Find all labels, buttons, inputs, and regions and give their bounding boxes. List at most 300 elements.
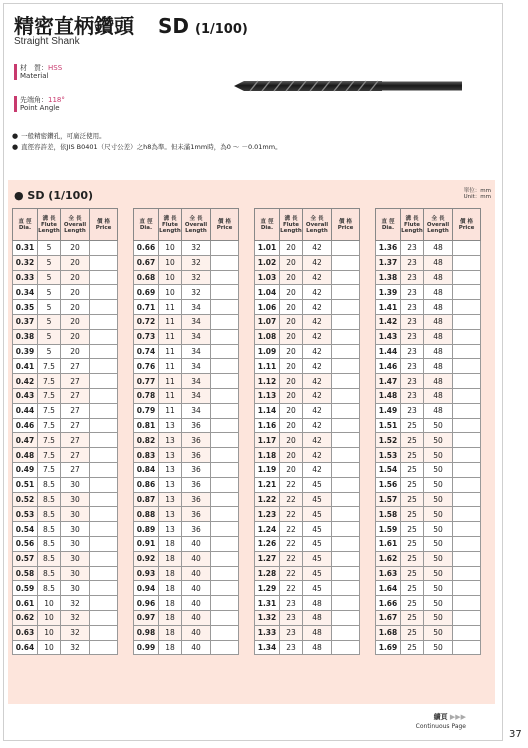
table-row	[134, 536, 239, 551]
table-row	[255, 344, 360, 359]
cell-price	[211, 433, 239, 448]
cell-price	[211, 448, 239, 463]
cell-dia: 1.28	[255, 566, 280, 581]
table-row	[255, 536, 360, 551]
cell-overall: 20	[61, 300, 90, 315]
table-row	[134, 610, 239, 625]
cell-price	[90, 640, 118, 655]
cell-overall: 42	[303, 255, 332, 270]
cell-dia: 0.56	[13, 536, 38, 551]
cell-dia: 0.33	[13, 270, 38, 285]
table-row	[13, 314, 118, 329]
cell-price	[211, 507, 239, 522]
cell-price	[453, 507, 481, 522]
table-row	[376, 522, 481, 537]
cell-dia: 0.46	[13, 418, 38, 433]
title-code: SD	[158, 14, 190, 38]
cell-overall: 42	[303, 448, 332, 463]
cell-dia: 0.59	[13, 581, 38, 596]
cell-overall: 40	[182, 551, 211, 566]
table-row	[376, 581, 481, 596]
cell-flute: 13	[159, 462, 182, 477]
header-price: 價 格 Price	[453, 209, 481, 241]
cell-flute: 18	[159, 536, 182, 551]
cell-flute: 25	[401, 462, 424, 477]
cell-flute: 10	[159, 255, 182, 270]
table-row	[134, 418, 239, 433]
table-row	[255, 477, 360, 492]
cell-flute: 25	[401, 640, 424, 655]
table-row	[134, 388, 239, 403]
cell-dia: 1.49	[376, 403, 401, 418]
cell-flute: 7.5	[38, 418, 61, 433]
cell-dia: 0.58	[13, 566, 38, 581]
cell-price	[332, 596, 360, 611]
cell-flute: 20	[280, 374, 303, 389]
cell-flute: 25	[401, 522, 424, 537]
table-row	[255, 300, 360, 315]
cell-flute: 23	[280, 610, 303, 625]
table-row	[376, 329, 481, 344]
table-row	[255, 522, 360, 537]
cell-flute: 20	[280, 300, 303, 315]
cell-overall: 50	[424, 581, 453, 596]
cell-overall: 45	[303, 492, 332, 507]
cell-dia: 0.76	[134, 359, 159, 374]
cell-dia: 0.73	[134, 329, 159, 344]
cell-flute: 7.5	[38, 359, 61, 374]
cell-overall: 48	[303, 625, 332, 640]
cell-price	[211, 241, 239, 256]
cell-price	[453, 344, 481, 359]
cell-flute: 13	[159, 522, 182, 537]
cell-overall: 30	[61, 477, 90, 492]
table-row	[255, 462, 360, 477]
cell-flute: 13	[159, 418, 182, 433]
cell-price	[332, 566, 360, 581]
table-row	[255, 625, 360, 640]
table-row	[134, 255, 239, 270]
cell-overall: 50	[424, 596, 453, 611]
cell-flute: 22	[280, 477, 303, 492]
cell-dia: 1.12	[255, 374, 280, 389]
cell-price	[332, 418, 360, 433]
table-row	[134, 329, 239, 344]
cell-dia: 1.19	[255, 462, 280, 477]
cell-flute: 13	[159, 477, 182, 492]
cell-price	[90, 241, 118, 256]
cell-price	[90, 255, 118, 270]
cell-price	[453, 536, 481, 551]
page-subtitle: Straight Shank	[14, 36, 80, 47]
cell-overall: 42	[303, 270, 332, 285]
cell-overall: 30	[61, 536, 90, 551]
cell-dia: 0.84	[134, 462, 159, 477]
table-row	[134, 433, 239, 448]
cell-price	[211, 610, 239, 625]
cell-dia: 0.41	[13, 359, 38, 374]
header-dia: 直 徑 Dia.	[134, 209, 159, 241]
cell-dia: 1.58	[376, 507, 401, 522]
cell-overall: 42	[303, 462, 332, 477]
cell-overall: 42	[303, 300, 332, 315]
cell-flute: 25	[401, 625, 424, 640]
cell-flute: 22	[280, 522, 303, 537]
cell-dia: 1.31	[255, 596, 280, 611]
cell-overall: 32	[182, 255, 211, 270]
cell-dia: 0.47	[13, 433, 38, 448]
continue-label: 續頁	[433, 713, 448, 721]
cell-overall: 50	[424, 640, 453, 655]
cell-price	[211, 566, 239, 581]
cell-flute: 23	[280, 596, 303, 611]
cell-price	[211, 522, 239, 537]
cell-overall: 30	[61, 581, 90, 596]
cell-price	[332, 610, 360, 625]
cell-overall: 34	[182, 403, 211, 418]
cell-dia: 0.96	[134, 596, 159, 611]
cell-flute: 23	[280, 625, 303, 640]
cell-flute: 25	[401, 433, 424, 448]
cell-price	[453, 418, 481, 433]
cell-overall: 30	[61, 522, 90, 537]
cell-flute: 18	[159, 551, 182, 566]
cell-overall: 50	[424, 566, 453, 581]
cell-dia: 0.57	[13, 551, 38, 566]
cell-dia: 1.43	[376, 329, 401, 344]
cell-price	[90, 566, 118, 581]
cell-flute: 10	[38, 625, 61, 640]
table-row	[13, 625, 118, 640]
cell-flute: 8.5	[38, 551, 61, 566]
table-row	[255, 448, 360, 463]
cell-flute: 22	[280, 492, 303, 507]
table-row	[376, 566, 481, 581]
table-row	[134, 462, 239, 477]
cell-price	[211, 581, 239, 596]
cell-price	[90, 388, 118, 403]
cell-flute: 20	[280, 344, 303, 359]
table-row	[134, 241, 239, 256]
cell-overall: 42	[303, 374, 332, 389]
table-row	[13, 448, 118, 463]
cell-flute: 18	[159, 566, 182, 581]
cell-overall: 50	[424, 448, 453, 463]
cell-flute: 23	[401, 285, 424, 300]
cell-price	[332, 270, 360, 285]
table-row	[134, 492, 239, 507]
cell-price	[211, 625, 239, 640]
cell-overall: 34	[182, 329, 211, 344]
cell-dia: 0.79	[134, 403, 159, 418]
cell-price	[332, 507, 360, 522]
cell-flute: 20	[280, 448, 303, 463]
cell-flute: 13	[159, 507, 182, 522]
cell-flute: 23	[401, 300, 424, 315]
cell-price	[90, 448, 118, 463]
cell-flute: 18	[159, 640, 182, 655]
table-row	[376, 388, 481, 403]
cell-flute: 25	[401, 536, 424, 551]
cell-dia: 0.63	[13, 625, 38, 640]
cell-dia: 0.91	[134, 536, 159, 551]
cell-overall: 34	[182, 374, 211, 389]
cell-flute: 13	[159, 448, 182, 463]
cell-dia: 1.21	[255, 477, 280, 492]
cell-dia: 1.38	[376, 270, 401, 285]
cell-overall: 36	[182, 477, 211, 492]
cell-flute: 8.5	[38, 581, 61, 596]
cell-dia: 0.77	[134, 374, 159, 389]
cell-flute: 22	[280, 566, 303, 581]
cell-price	[211, 403, 239, 418]
table-row	[255, 581, 360, 596]
cell-overall: 50	[424, 477, 453, 492]
cell-price	[90, 270, 118, 285]
cell-dia: 0.97	[134, 610, 159, 625]
table-row	[134, 344, 239, 359]
cell-overall: 42	[303, 403, 332, 418]
table-row	[376, 433, 481, 448]
cell-dia: 1.63	[376, 566, 401, 581]
table-row	[13, 255, 118, 270]
cell-dia: 0.35	[13, 300, 38, 315]
cell-overall: 48	[424, 329, 453, 344]
cell-dia: 1.36	[376, 241, 401, 256]
cell-overall: 32	[61, 596, 90, 611]
size-table-2	[133, 208, 239, 655]
cell-dia: 1.13	[255, 388, 280, 403]
cell-flute: 10	[159, 270, 182, 285]
table-row	[134, 270, 239, 285]
cell-dia: 0.43	[13, 388, 38, 403]
cell-price	[453, 433, 481, 448]
cell-flute: 7.5	[38, 403, 61, 418]
table-row	[13, 359, 118, 374]
cell-price	[90, 433, 118, 448]
cell-price	[332, 314, 360, 329]
table-row	[13, 551, 118, 566]
cell-dia: 0.74	[134, 344, 159, 359]
cell-price	[332, 359, 360, 374]
cell-dia: 0.88	[134, 507, 159, 522]
header-price: 價 格 Price	[90, 209, 118, 241]
cell-flute: 18	[159, 610, 182, 625]
cell-price	[211, 388, 239, 403]
cell-flute: 25	[401, 610, 424, 625]
cell-flute: 7.5	[38, 433, 61, 448]
cell-price	[211, 314, 239, 329]
cell-price	[453, 448, 481, 463]
title-zh: 精密直柄鑽頭	[14, 14, 134, 38]
table-row	[13, 640, 118, 655]
table-row	[13, 462, 118, 477]
table-row	[376, 270, 481, 285]
cell-dia: 1.61	[376, 536, 401, 551]
cell-flute: 5	[38, 241, 61, 256]
cell-overall: 42	[303, 344, 332, 359]
cell-dia: 0.62	[13, 610, 38, 625]
cell-overall: 48	[303, 640, 332, 655]
table-row	[134, 551, 239, 566]
panel-title: ● SD (1/100)	[14, 189, 93, 202]
cell-price	[90, 610, 118, 625]
cell-overall: 30	[61, 566, 90, 581]
cell-flute: 20	[280, 418, 303, 433]
cell-flute: 5	[38, 300, 61, 315]
cell-price	[90, 285, 118, 300]
cell-dia: 0.53	[13, 507, 38, 522]
continue-arrows-icon: ▶▶▶	[449, 713, 466, 721]
cell-price	[453, 374, 481, 389]
table-row	[376, 300, 481, 315]
cell-overall: 50	[424, 522, 453, 537]
cell-flute: 8.5	[38, 536, 61, 551]
cell-overall: 42	[303, 241, 332, 256]
cell-dia: 0.54	[13, 522, 38, 537]
table-row	[376, 610, 481, 625]
cell-overall: 50	[424, 551, 453, 566]
cell-price	[332, 433, 360, 448]
cell-flute: 7.5	[38, 448, 61, 463]
cell-dia: 1.69	[376, 640, 401, 655]
table-header-row	[134, 209, 239, 241]
cell-flute: 5	[38, 329, 61, 344]
cell-overall: 45	[303, 551, 332, 566]
cell-flute: 11	[159, 359, 182, 374]
cell-flute: 20	[280, 241, 303, 256]
table-row	[376, 374, 481, 389]
header-price: 價 格 Price	[211, 209, 239, 241]
cell-price	[453, 477, 481, 492]
cell-overall: 48	[424, 300, 453, 315]
cell-price	[90, 329, 118, 344]
cell-overall: 20	[61, 270, 90, 285]
cell-overall: 48	[424, 241, 453, 256]
table-row	[13, 270, 118, 285]
header-flute: 溝 長 Flute Length	[280, 209, 303, 241]
cell-overall: 20	[61, 314, 90, 329]
cell-dia: 1.37	[376, 255, 401, 270]
cell-flute: 11	[159, 388, 182, 403]
cell-flute: 5	[38, 314, 61, 329]
table-row	[134, 314, 239, 329]
cell-overall: 34	[182, 359, 211, 374]
cell-price	[453, 314, 481, 329]
cell-flute: 20	[280, 388, 303, 403]
continue-label-en: Continuous Page	[415, 723, 466, 730]
cell-flute: 23	[401, 344, 424, 359]
table-row	[13, 241, 118, 256]
cell-dia: 1.66	[376, 596, 401, 611]
cell-dia: 1.14	[255, 403, 280, 418]
cell-overall: 50	[424, 536, 453, 551]
cell-price	[453, 403, 481, 418]
cell-price	[211, 359, 239, 374]
cell-price	[332, 492, 360, 507]
table-row	[134, 477, 239, 492]
table-row	[255, 551, 360, 566]
cell-overall: 36	[182, 448, 211, 463]
cell-overall: 34	[182, 314, 211, 329]
cell-dia: 1.04	[255, 285, 280, 300]
table-row	[376, 255, 481, 270]
cell-flute: 5	[38, 270, 61, 285]
cell-price	[332, 374, 360, 389]
cell-flute: 20	[280, 462, 303, 477]
cell-overall: 36	[182, 418, 211, 433]
cell-overall: 30	[61, 551, 90, 566]
cell-price	[332, 477, 360, 492]
cell-overall: 36	[182, 492, 211, 507]
table-row	[255, 314, 360, 329]
cell-price	[211, 255, 239, 270]
material-spec	[14, 64, 62, 80]
cell-overall: 50	[424, 492, 453, 507]
cell-dia: 0.52	[13, 492, 38, 507]
table-row	[13, 374, 118, 389]
cell-dia: 1.39	[376, 285, 401, 300]
cell-dia: 0.78	[134, 388, 159, 403]
cell-flute: 11	[159, 314, 182, 329]
cell-dia: 0.89	[134, 522, 159, 537]
cell-overall: 27	[61, 359, 90, 374]
cell-dia: 0.32	[13, 255, 38, 270]
header-overall: 全 長 Overall Length	[182, 209, 211, 241]
cell-dia: 0.49	[13, 462, 38, 477]
cell-overall: 50	[424, 610, 453, 625]
cell-dia: 0.86	[134, 477, 159, 492]
cell-price	[332, 448, 360, 463]
point-value: 118°	[48, 96, 65, 104]
cell-price	[90, 492, 118, 507]
table-row	[255, 418, 360, 433]
cell-overall: 34	[182, 300, 211, 315]
cell-flute: 8.5	[38, 566, 61, 581]
table-row	[13, 610, 118, 625]
cell-price	[211, 344, 239, 359]
cell-price	[453, 596, 481, 611]
cell-flute: 10	[38, 610, 61, 625]
material-label: 材 質：	[20, 64, 48, 72]
point-en: Point Angle	[20, 104, 60, 112]
cell-dia: 1.09	[255, 344, 280, 359]
cell-overall: 42	[303, 433, 332, 448]
cell-price	[332, 344, 360, 359]
cell-price	[90, 374, 118, 389]
cell-overall: 30	[61, 507, 90, 522]
table-row	[376, 551, 481, 566]
cell-dia: 1.27	[255, 551, 280, 566]
cell-flute: 23	[280, 640, 303, 655]
cell-overall: 20	[61, 329, 90, 344]
cell-flute: 7.5	[38, 374, 61, 389]
cell-dia: 1.46	[376, 359, 401, 374]
cell-flute: 5	[38, 255, 61, 270]
table-row	[255, 374, 360, 389]
cell-flute: 25	[401, 551, 424, 566]
cell-dia: 1.51	[376, 418, 401, 433]
cell-overall: 48	[303, 610, 332, 625]
cell-flute: 7.5	[38, 388, 61, 403]
cell-dia: 0.42	[13, 374, 38, 389]
cell-price	[453, 625, 481, 640]
cell-flute: 8.5	[38, 522, 61, 537]
table-row	[13, 477, 118, 492]
cell-flute: 18	[159, 596, 182, 611]
title-scale: (1/100)	[195, 22, 248, 37]
cell-dia: 1.68	[376, 625, 401, 640]
